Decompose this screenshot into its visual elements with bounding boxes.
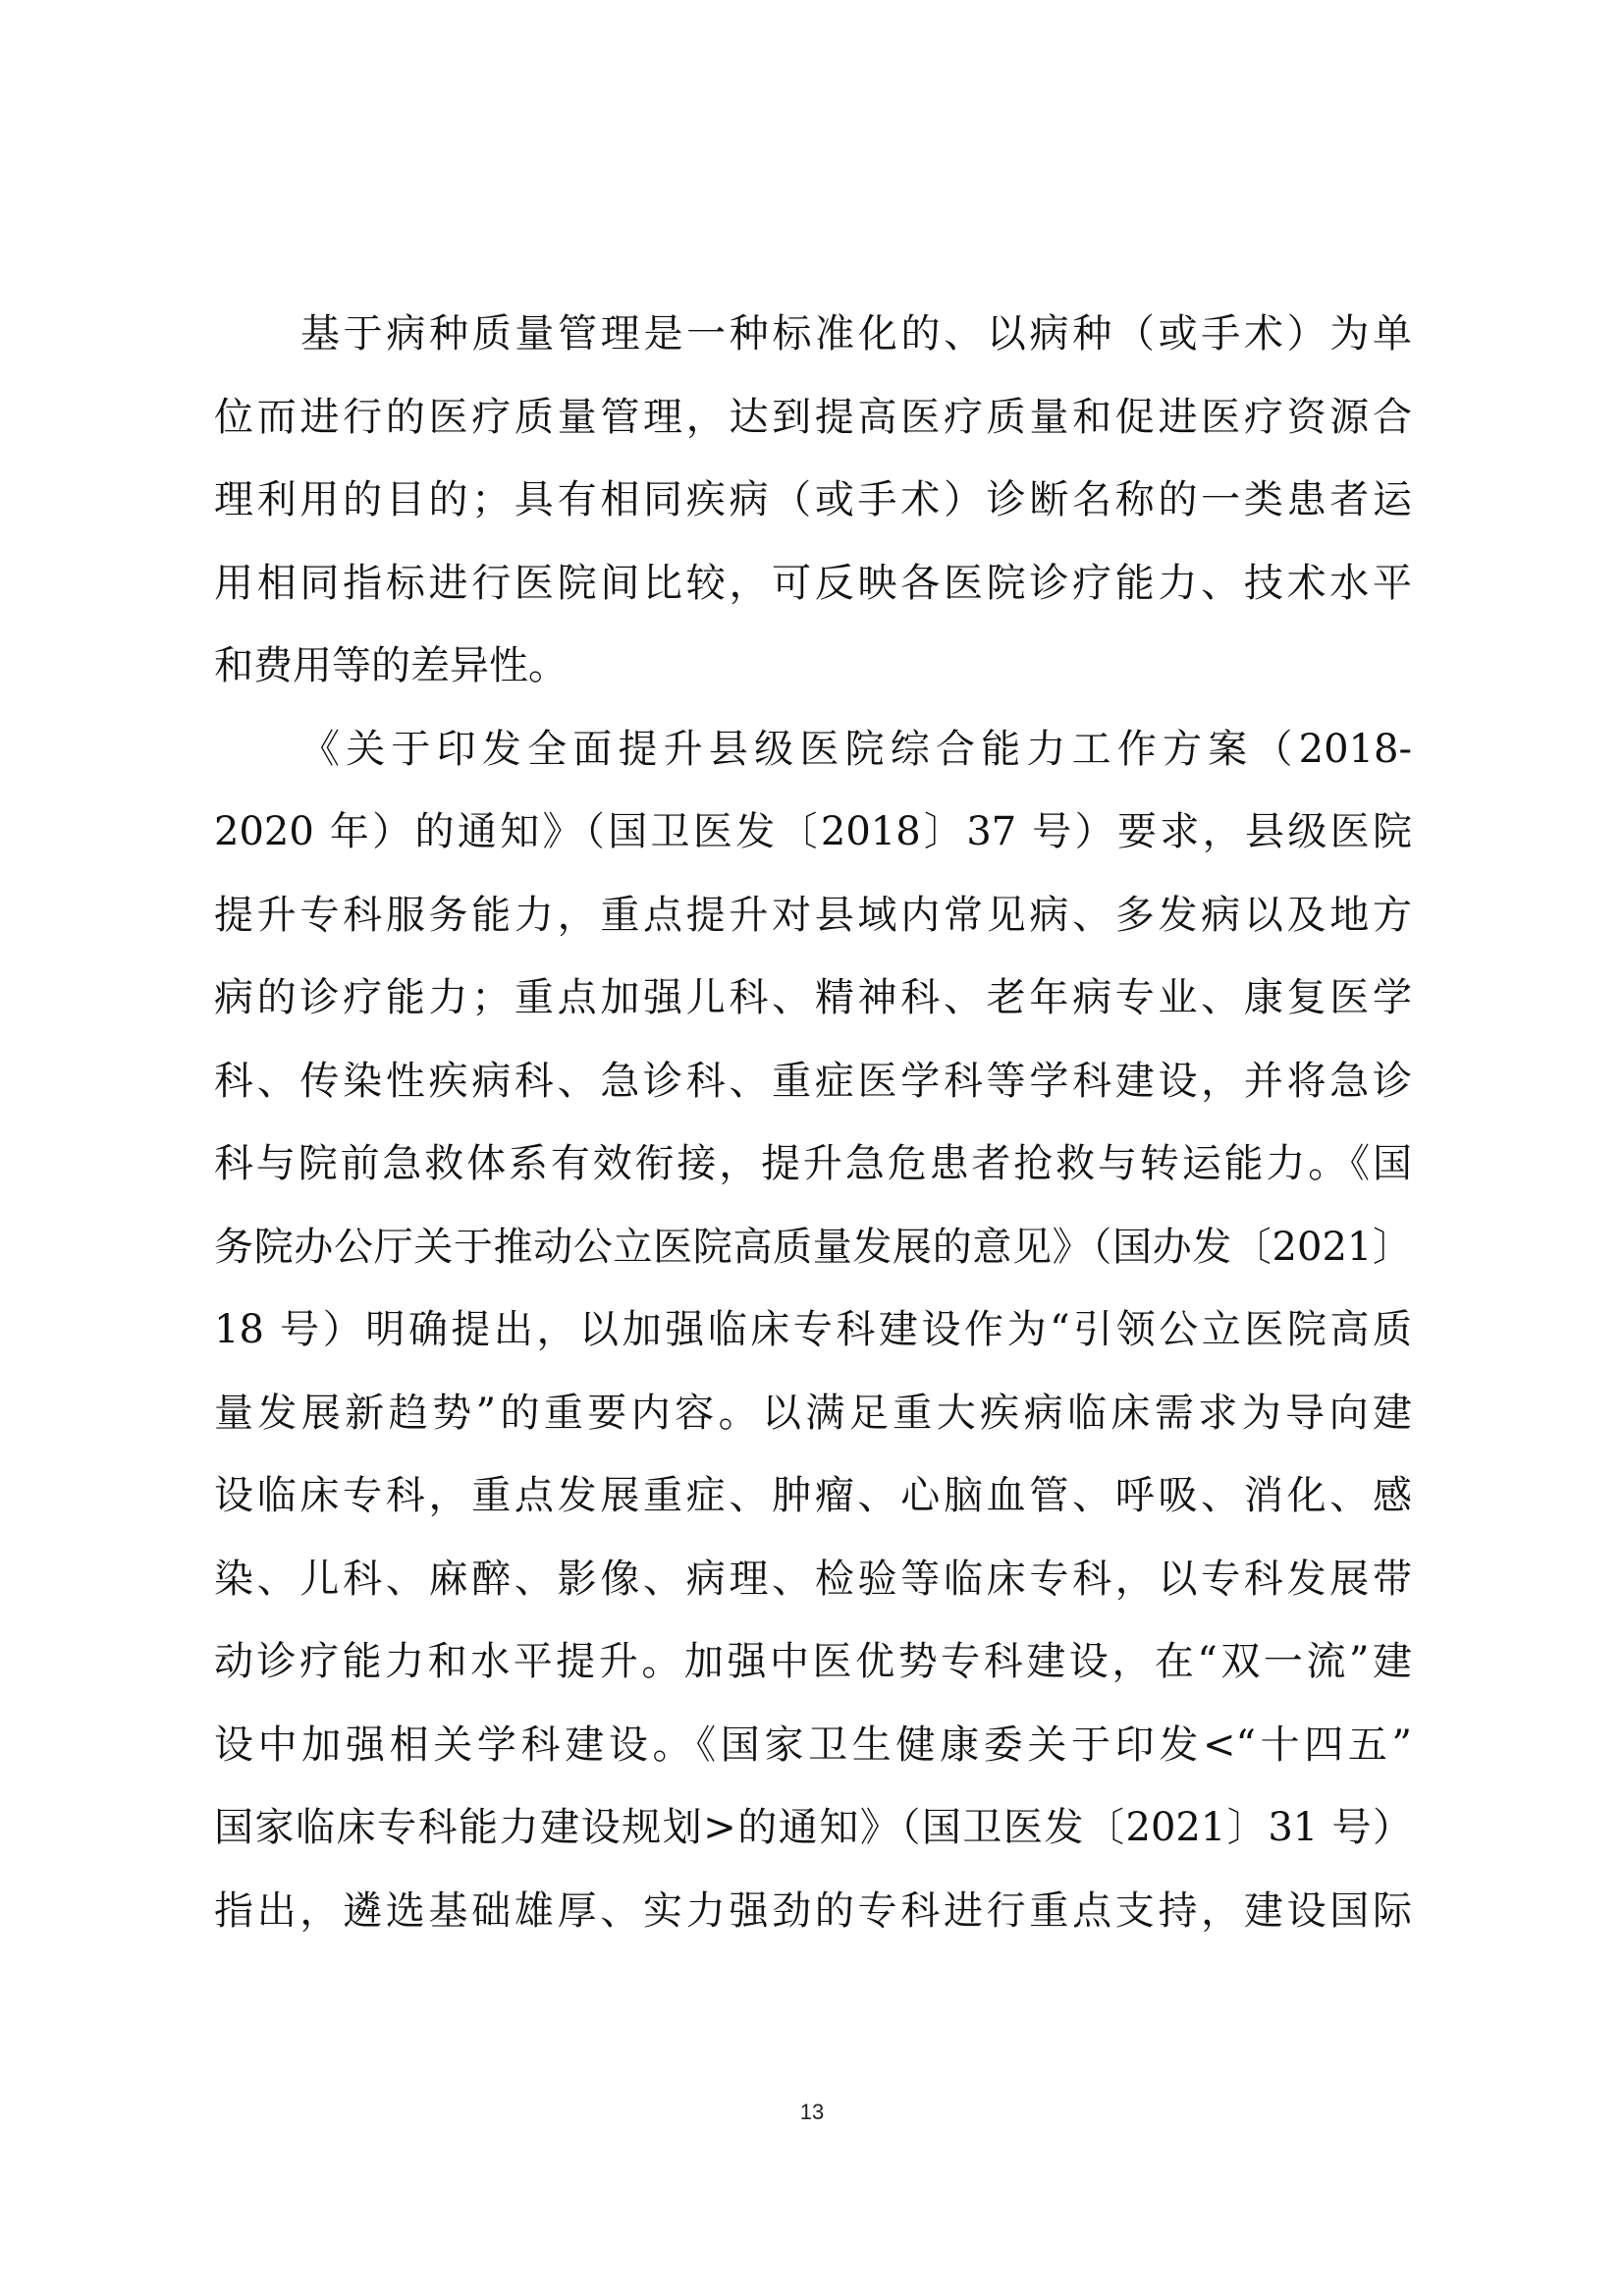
paragraph-2-line-7: 务院办公厅关于推动公立医院高质量发展的意见》（国办发〔2021〕 [214, 1224, 1412, 1270]
body-text [214, 293, 1412, 1952]
page-number: 13 [799, 2100, 825, 2124]
paragraph-2-line-1: 《关于印发全面提升县级医院综合能力工作方案（2018- [300, 726, 1412, 772]
paragraph-2-line-6: 科与院前急救体系有效衔接，提升急危患者抢救与转运能力。《国 [214, 1141, 1412, 1186]
paragraph-1-line-1: 基于病种质量管理是一种标准化的、以病种（或手术）为单 [300, 311, 1412, 356]
paragraph-2-line-14: 国家临床专科能力建设规划>的通知》（国卫医发〔2021〕31 号） [214, 1805, 1412, 1850]
paragraph-1-line-5: 和费用等的差异性。 [214, 643, 568, 688]
paragraph-2-line-9: 量发展新趋势”的重要内容。以满足重大疾病临床需求为导向建 [214, 1390, 1412, 1436]
paragraph-2-line-12: 动诊疗能力和水平提升。加强中医优势专科建设，在“双一流”建 [214, 1639, 1412, 1684]
paragraph-2-line-2: 2020 年）的通知》（国卫医发〔2018〕37 号）要求，县级医院 [214, 809, 1412, 854]
paragraph-2-line-15: 指出，遴选基础雄厚、实力强劲的专科进行重点支持，建设国际 [214, 1887, 1412, 1934]
paragraph-2-line-3: 提升专科服务能力，重点提升对县域内常见病、多发病以及地方 [214, 892, 1412, 938]
paragraph-2-line-4: 病的诊疗能力；重点加强儿科、精神科、老年病专业、康复医学 [214, 975, 1412, 1020]
paragraph-1-line-3: 理利用的目的；具有相同疾病（或手术）诊断名称的一类患者运 [214, 477, 1412, 522]
paragraph-2-line-5: 科、传染性疾病科、急诊科、重症医学科等学科建设，并将急诊 [214, 1058, 1412, 1104]
paragraph-1-line-2: 位而进行的医疗质量管理，达到提高医疗质量和促进医疗资源合 [214, 394, 1412, 440]
paragraph-2-line-13: 设中加强相关学科建设。《国家卫生健康委关于印发<“十四五” [214, 1722, 1412, 1768]
paragraph-2-line-11: 染、儿科、麻醉、影像、病理、检验等临床专科，以专科发展带 [214, 1556, 1412, 1602]
paragraph-2-line-10: 设临床专科，重点发展重症、肿瘤、心脑血管、呼吸、消化、感 [214, 1473, 1412, 1518]
paragraph-1-line-4: 用相同指标进行医院间比较，可反映各医院诊疗能力、技术水平 [214, 560, 1412, 606]
paragraph-2-line-8: 18 号）明确提出，以加强临床专科建设作为“引领公立医院高质 [214, 1307, 1412, 1352]
